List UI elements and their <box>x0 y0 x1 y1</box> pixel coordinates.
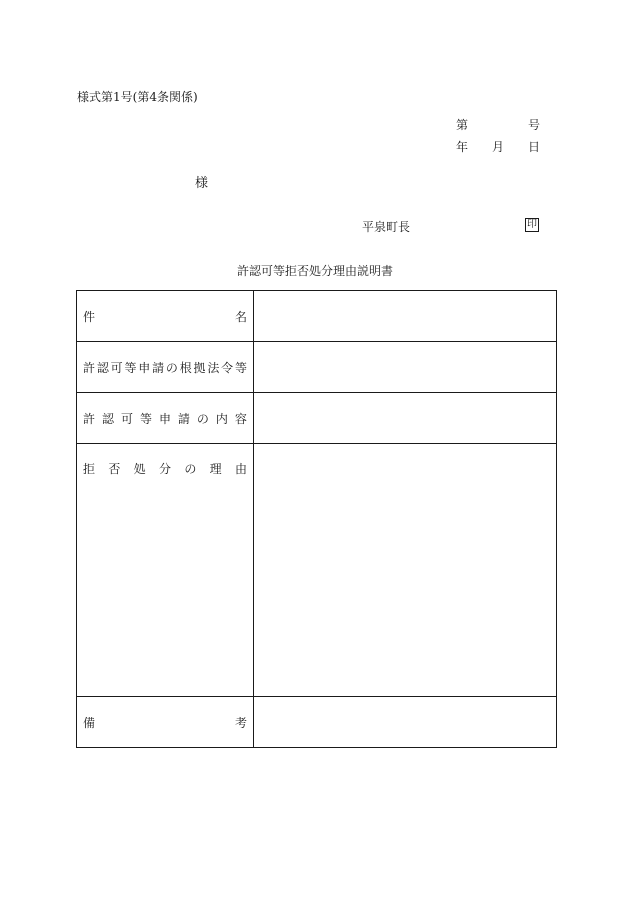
label-char: 等 <box>234 360 247 375</box>
label-char: の <box>196 411 209 426</box>
document-number-prefix: 第 <box>456 118 469 132</box>
label-char: 否 <box>108 462 121 476</box>
row-label <box>77 410 253 427</box>
document-number-suffix: 号 <box>528 118 541 132</box>
row-label <box>77 359 253 376</box>
label-char: 処 <box>133 462 146 476</box>
label-char: 容 <box>234 411 247 426</box>
issuer-name: 平泉町長 <box>362 220 411 234</box>
label-char: 許 <box>83 411 96 426</box>
row-label <box>77 308 253 325</box>
case-name-field[interactable] <box>254 291 557 342</box>
table-row <box>77 291 557 342</box>
date-month-label: 月 <box>492 140 505 154</box>
legal-basis-field[interactable] <box>254 342 557 393</box>
label-char: 根 <box>179 360 192 375</box>
label-char: 内 <box>215 411 228 426</box>
label-char: 法 <box>207 360 220 375</box>
document-title: 許認可等拒否処分理由説明書 <box>236 264 393 278</box>
label-char: 件 <box>83 309 96 324</box>
label-char: 申 <box>158 411 171 426</box>
label-char: 請 <box>177 411 190 426</box>
date-day-label: 日 <box>528 140 541 154</box>
label-char: 許 <box>83 360 96 375</box>
label-char: 考 <box>234 715 247 730</box>
form-number: 様式第1号(第4条関係) <box>77 90 198 104</box>
label-char: の <box>184 462 197 476</box>
table-row <box>77 393 557 444</box>
label-char: 等 <box>124 360 137 375</box>
table-row <box>77 444 557 697</box>
label-char: 令 <box>221 360 234 375</box>
label-char: 認 <box>96 360 109 375</box>
label-char: 可 <box>110 360 123 375</box>
label-char: 申 <box>138 360 151 375</box>
addressee-honorific: 様 <box>195 176 209 191</box>
label-char: 理 <box>209 462 222 476</box>
table-row <box>77 342 557 393</box>
row-label-cell <box>77 342 254 393</box>
label-char: 可 <box>120 411 133 426</box>
label-char: 認 <box>101 411 114 426</box>
row-label-cell <box>77 697 254 748</box>
refusal-reason-field[interactable] <box>254 444 557 697</box>
row-label <box>77 714 253 731</box>
form-table <box>76 290 557 748</box>
label-char: 等 <box>139 411 152 426</box>
label-char: の <box>165 360 178 375</box>
seal-mark: 印 <box>527 219 537 230</box>
date-year-label: 年 <box>456 140 469 154</box>
label-char: 請 <box>152 360 165 375</box>
label-char: 備 <box>83 715 96 730</box>
label-char: 拒 <box>83 462 96 476</box>
row-label-cell <box>77 393 254 444</box>
remarks-field[interactable] <box>254 697 557 748</box>
label-char: 拠 <box>193 360 206 375</box>
row-label <box>77 444 253 477</box>
row-label-cell <box>77 444 254 697</box>
application-content-field[interactable] <box>254 393 557 444</box>
row-label-cell <box>77 291 254 342</box>
label-char: 由 <box>234 462 247 476</box>
label-char: 分 <box>158 462 171 476</box>
table-row <box>77 697 557 748</box>
label-char: 名 <box>234 309 247 324</box>
